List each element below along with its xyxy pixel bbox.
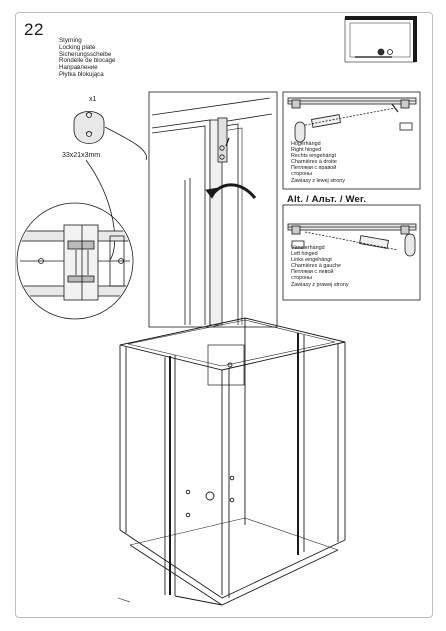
label-line: Направление <box>59 64 98 72</box>
room-plan-icon <box>345 18 415 62</box>
label-line: Zawiasy z prawej strony <box>291 281 349 288</box>
label-line: Петлями с правой <box>291 165 337 172</box>
label-line: Links eingehängt <box>291 257 332 264</box>
label-line: Left hinged <box>291 251 318 258</box>
dimensions-label: 33x21x3mm <box>62 152 101 159</box>
label-line: Петлями с левой <box>291 269 334 276</box>
hinge-detail-panel <box>149 92 277 327</box>
label-line: Charnières à droite <box>291 159 337 166</box>
shower-enclosure <box>118 318 345 605</box>
label-line: Sicherungsscheibe <box>59 50 112 58</box>
label-line: Zawiasy z lewej strony <box>291 177 345 184</box>
label-line: Charnières à gauche <box>291 263 342 270</box>
right-hinged-labels <box>291 141 345 184</box>
label-line: Högerhängd <box>291 141 321 147</box>
label-line: Vänsterhängd <box>291 245 325 251</box>
label-line: Right hinged <box>291 147 322 154</box>
label-line: стороны <box>291 171 312 178</box>
detail-circle <box>17 203 133 319</box>
label-line: Płytka blokująca <box>59 70 104 78</box>
label-line: стороны <box>291 275 312 282</box>
locking-plate-icon <box>74 112 104 144</box>
label-line: Locking plate <box>59 43 96 51</box>
quantity-label: x1 <box>89 96 97 103</box>
alternative-title: Alt. / Альт. / Wer. <box>287 194 367 205</box>
step-number: 22 <box>24 20 44 39</box>
left-hinged-labels <box>291 245 349 288</box>
label-line: Rondelle de blocage <box>59 57 116 65</box>
label-line: Styrning <box>59 37 82 44</box>
label-line: Rechts eingehängt <box>291 153 336 160</box>
